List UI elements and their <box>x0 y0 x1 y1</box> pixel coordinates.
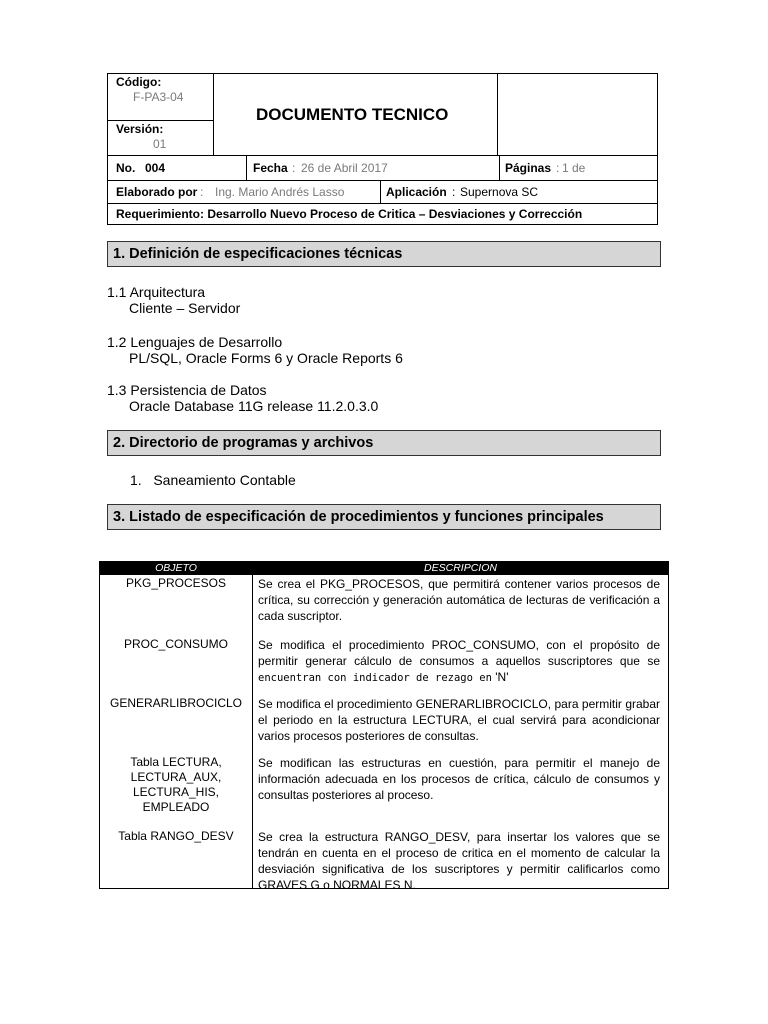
aplicacion-colon: : <box>452 185 456 199</box>
arquitectura-title: 1.1 Arquitectura <box>107 284 206 300</box>
column-header-descripcion: DESCRIPCION <box>253 562 668 575</box>
no-value: 004 <box>145 161 166 175</box>
divider <box>108 180 657 181</box>
persistencia-value: Oracle Database 11G release 11.2.0.3.0 <box>129 398 379 414</box>
divider <box>108 155 657 156</box>
fecha-value: 26 de Abril 2017 <box>301 161 388 175</box>
table-row-descripcion: Se crea el PKG_PROCESOS, que permitirá contener varios procesos de crítica, su corrección y generación automática de lecturas de verificación a cada suscriptor. <box>258 577 660 623</box>
lenguajes-title: 1.2 Lenguajes de Desarrollo <box>107 334 283 350</box>
divider <box>108 120 213 121</box>
divider <box>380 180 381 203</box>
requerimiento-text: Requerimiento: Desarrollo Nuevo Proceso de Critica – Desviaciones y Corrección <box>116 207 583 221</box>
lenguajes-value: PL/SQL, Oracle Forms 6 y Oracle Reports 6 <box>129 350 403 366</box>
table-row-objeto: Tabla RANGO_DESV <box>118 829 234 843</box>
divider <box>246 155 247 180</box>
column-divider <box>252 562 253 888</box>
objeto-line: Tabla LECTURA, <box>130 755 222 769</box>
paginas-label: Páginas <box>505 161 552 175</box>
aplicacion-label: Aplicación <box>386 185 447 199</box>
table-row-objeto <box>100 755 252 815</box>
no-label: No. <box>116 161 136 175</box>
section-2-header: 2. Directorio de programas y archivos <box>107 430 661 456</box>
fecha-colon: : <box>292 161 296 175</box>
table-row-objeto: GENERARLIBROCICLO <box>109 696 243 710</box>
divider <box>213 74 214 155</box>
codigo-value: F-PA3-04 <box>133 90 184 104</box>
objeto-line: EMPLEADO <box>142 800 210 814</box>
descripcion-mono-text: encuentran con indicador de rezago en <box>258 672 492 684</box>
directorio-item-1: 1. Saneamiento Contable <box>130 472 296 488</box>
aplicacion-value: Supernova SC <box>460 185 539 199</box>
codigo-label: Código: <box>116 75 162 89</box>
persistencia-title: 1.3 Persistencia de Datos <box>107 382 267 398</box>
paginas-value: 1 de <box>562 161 586 175</box>
paginas-colon: : <box>556 161 560 175</box>
divider <box>499 155 500 180</box>
document-title: DOCUMENTO TECNICO <box>256 105 449 124</box>
version-value: 01 <box>153 137 167 151</box>
descripcion-tail: 'N' <box>495 670 509 684</box>
table-row-descripcion: Se modifican las estructuras en cuestión, para permitir el manejo de información adecuada en los procesos de crítica, cálculo de consumos y consultas posteriores al proceso. <box>258 756 660 802</box>
table-row-descripcion <box>258 637 660 686</box>
version-label: Versión: <box>116 122 164 136</box>
objeto-line: LECTURA_HIS, <box>132 785 220 799</box>
column-header-objeto: OBJETO <box>100 562 252 575</box>
arquitectura-value: Cliente – Servidor <box>129 300 241 316</box>
table-row-descripcion: Se crea la estructura RANGO_DESV, para insertar los valores que se tendrán en cuenta en el proceso de critica en el momento de calcular la desviación significativa de los suscriptores y permitir calificarlos como GRAVES G o NORMALES N. <box>258 830 660 892</box>
elaborado-label: Elaborado por <box>116 185 198 199</box>
divider <box>108 203 657 204</box>
section-1-header: 1. Definición de especificaciones técnicas <box>107 241 661 267</box>
table-row-objeto: PKG_PROCESOS <box>125 576 227 590</box>
table-row-objeto: PROC_CONSUMO <box>123 637 228 651</box>
objeto-line: LECTURA_AUX, <box>130 770 222 784</box>
elaborado-value: Ing. Mario Andrés Lasso <box>215 185 345 199</box>
table-row-descripcion: Se modifica el procedimiento GENERARLIBROCICLO, para permitir grabar el periodo en la estructura LECTURA, el cual servirá para acondicionar varios procesos posteriores de consultas. <box>258 697 660 743</box>
elaborado-colon: : <box>200 185 204 199</box>
divider <box>497 74 498 155</box>
section-3-header: 3. Listado de especificación de procedimientos y funciones principales <box>107 504 661 530</box>
objects-table <box>99 561 669 892</box>
fecha-label: Fecha <box>253 161 288 175</box>
document-header-table <box>107 73 658 225</box>
descripcion-text: Se modifica el procedimiento PROC_CONSUMO, con el propósito de permitir generar cálculo de consumos a aquellos suscriptores que se <box>258 638 660 668</box>
